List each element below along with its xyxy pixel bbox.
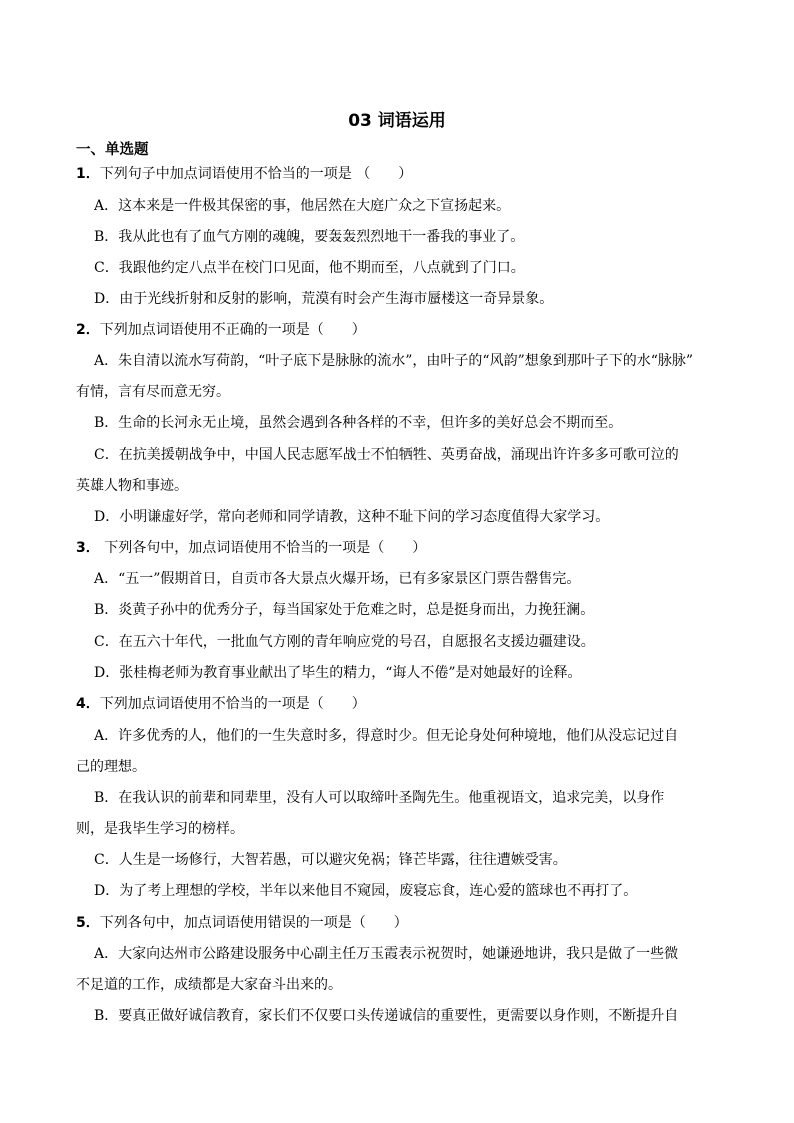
option-4a-line1: A．许多优秀的人，他们的一生失意时多，得意时少。但无论身处何种境地，他们从没忘记过自: [94, 728, 679, 744]
question-number: 1．: [76, 166, 100, 182]
question-2: [76, 320, 366, 340]
question-stem: 下列各句中，加点词语使用不恰当的一项是（ ）: [99, 540, 427, 556]
option-2c-line2: 英雄人物和事迹。: [76, 478, 188, 494]
option-1c: C．我跟他约定八点半在校门口见面，他不期而至，八点就到了门口。: [94, 260, 525, 276]
option-2a-line1: A．朱自清以流水写荷韵，“叶子底下是脉脉的流水”，由叶子的“风韵”想象到那叶子下的水“脉脉”: [94, 353, 694, 369]
question-stem: 下列加点词语使用不正确的一项是（ ）: [99, 322, 366, 338]
question-stem: 下列加点词语使用不恰当的一项是（ ）: [99, 696, 366, 712]
option-3d: D．张桂梅老师为教育事业献出了毕生的精力，“诲人不倦”是对她最好的诠释。: [94, 665, 582, 681]
question-number: 5．: [76, 915, 100, 931]
option-5a-line2: 不足道的工作，成绩都是大家奋斗出来的。: [76, 977, 342, 993]
option-4b-line1: B．在我认识的前辈和同辈里，没有人可以取缔叶圣陶先生。他重视语文，追求完美，以身作: [94, 790, 665, 806]
option-5a-line1: A．大家向达州市公路建设服务中心副主任万玉霞表示祝贺时，她谦逊地讲，我只是做了一些微: [94, 946, 679, 962]
option-2a-line2: 有情，言有尽而意无穷。: [76, 384, 230, 400]
question-number: 3．: [76, 540, 100, 556]
question-stem: 下列各句中，加点词语使用错误的一项是（ ）: [99, 915, 408, 931]
option-4a-line2: 己的理想。: [76, 759, 146, 775]
question-3: [76, 538, 426, 558]
option-2c-line1: C．在抗美援朝战争中，中国人民志愿军战士不怕牺牲、英勇奋战，涌现出许许多多可歌可泣的: [94, 447, 679, 463]
option-3b: B．炎黄子孙中的优秀分子，每当国家处于危难之时，总是挺身而出，力挽狂澜。: [94, 602, 595, 618]
option-2b: B．生命的长河永无止境，虽然会遇到各种各样的不幸，但许多的美好总会不期而至。: [94, 415, 623, 431]
option-5b-line1: B．要真正做好诚信教育，家长们不仅要口头传递诚信的重要性，更需要以身作则，不断提升自: [94, 1008, 679, 1024]
option-1b: B．我从此也有了血气方刚的魂魄，要轰轰烈烈地干一番我的事业了。: [94, 229, 525, 245]
question-number: 4．: [76, 696, 100, 712]
question-number: 2．: [76, 322, 100, 338]
option-1a: A．这本来是一件极其保密的事，他居然在大庭广众之下宣扬起来。: [94, 198, 511, 214]
option-4c: C．人生是一场修行，大智若愚，可以避灾免祸；锋芒毕露，往往遭嫉受害。: [94, 852, 567, 868]
option-3c: C．在五六十年代，一批血气方刚的青年响应党的号召，自愿报名支援边疆建设。: [94, 634, 595, 650]
question-4: [76, 694, 366, 714]
option-3a: A．“五一”假期首日，自贡市各大景点火爆开场，已有多家景区门票告罄售完。: [94, 571, 581, 587]
page-title: 03 词语运用: [348, 111, 446, 131]
question-1: [76, 164, 412, 184]
option-2d: D．小明谦虚好学，常向老师和同学请教，这种不耻下问的学习态度值得大家学习。: [94, 509, 610, 525]
question-stem: 下列句子中加点词语使用不恰当的一项是 （ ）: [99, 166, 413, 182]
option-4b-line2: 则，是我毕生学习的榜样。: [76, 821, 244, 837]
question-5: [76, 913, 408, 933]
option-1d: D．由于光线折射和反射的影响，荒漠有时会产生海市蜃楼这一奇异景象。: [94, 291, 554, 307]
option-4d: D．为了考上理想的学校，半年以来他目不窥园，废寝忘食，连心爱的篮球也不再打了。: [94, 883, 638, 899]
section-heading: 一、单选题: [76, 142, 149, 158]
